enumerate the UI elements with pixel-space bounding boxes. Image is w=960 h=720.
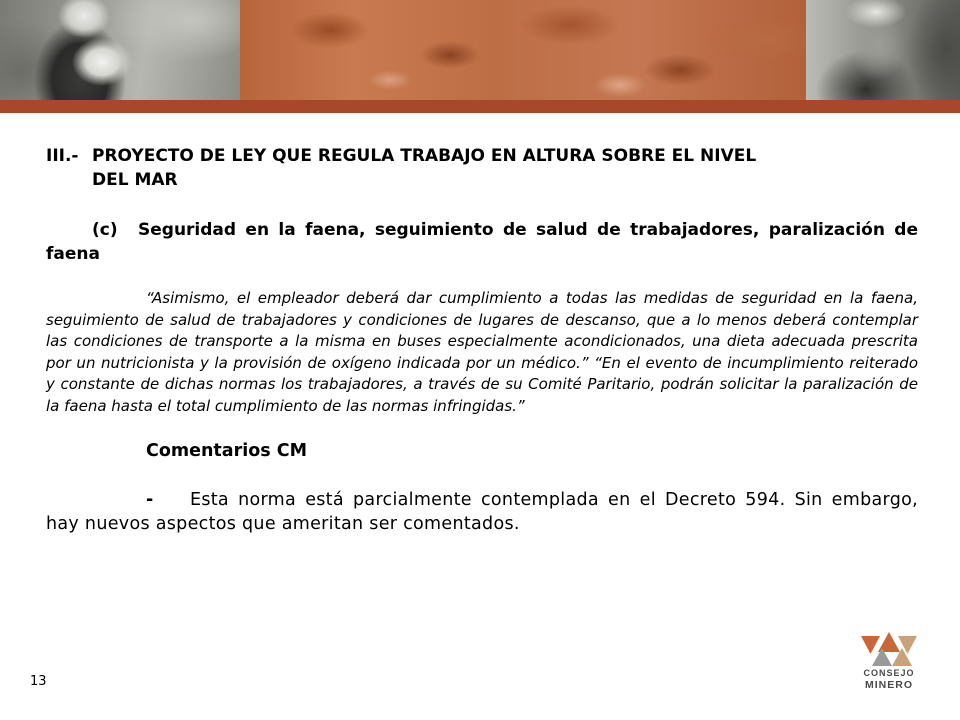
comment-text: Esta norma está parcialmente contemplada en el Decreto 594. Sin embargo, hay nuevos aspectos que ameritan ser comentados. [46,490,918,534]
subsection-label: (c) [92,220,118,240]
subsection-heading [46,218,918,266]
slide-content [46,144,918,536]
consejo-minero-logo [858,628,920,702]
comment-item [46,488,918,536]
section-number: III.- [46,146,79,166]
header-accent-bar [0,100,960,113]
section-title-line2: DEL MAR [92,170,178,190]
page-number: 13 [30,674,47,689]
section-title-line1: PROYECTO DE LEY QUE REGULA TRABAJO EN ALTURA SOBRE EL NIVEL [92,146,757,166]
logo-text-minero: MINERO [865,679,913,691]
header-photo-rock-texture [240,0,806,100]
comments-title: Comentarios CM [146,441,308,461]
logo-mark-icon [858,628,920,668]
comment-bullet: - [146,490,154,510]
logo-text-consejo: CONSEJO [863,668,915,678]
header-banner [0,0,960,100]
law-quote: “Asimismo, el empleador deberá dar cumplimiento a todas las medidas de seguridad en la faena, seguimiento de salud de trabajadores y condiciones de lugares de descanso, que a lo menos deberá contemplar las condiciones de transporte a la misma en buses especialmente acondicionados, una dieta adecuada prescrita por un nutricionista y la provisión de oxígeno indicada por un médico.” “En el evento de incumplimiento reiterado y constante de dichas normas los trabajadores, a través de su Comité Paritario, podrán solicitar la paralización de la faena hasta el total cumplimiento de las normas infringidas.” [46,289,918,415]
section-heading [46,144,918,192]
header-photo-workers-left [0,0,240,100]
subsection-title: Seguridad en la faena, seguimiento de salud de trabajadores, paralización de faena [46,220,918,264]
header-photo-worker-right [806,0,960,100]
